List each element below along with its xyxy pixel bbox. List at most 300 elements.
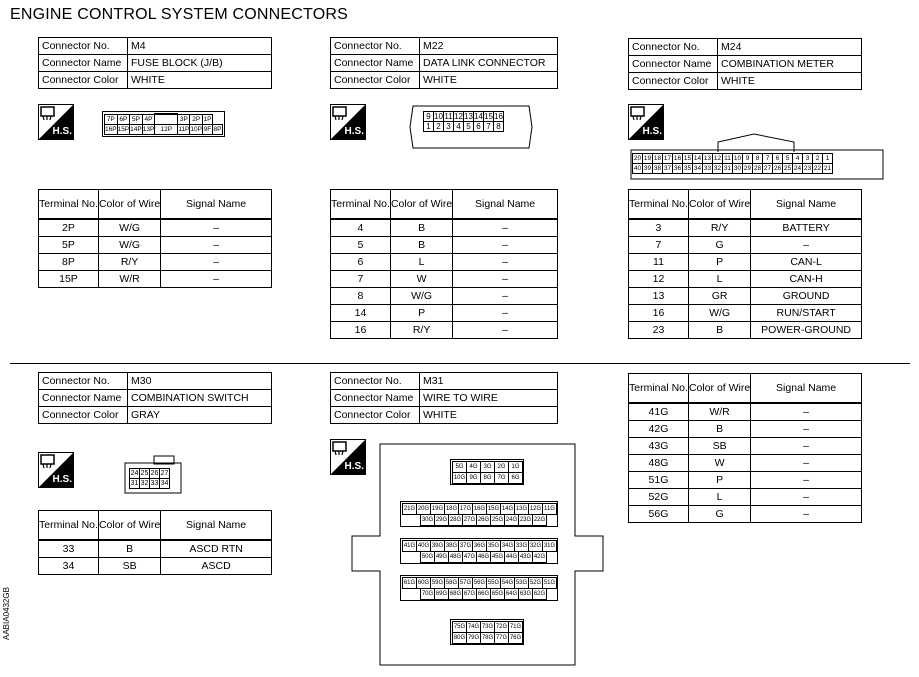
pin-cell: 20 (633, 155, 642, 162)
pin-cell: 17G (458, 503, 473, 515)
terminal-no: 33 (39, 540, 99, 558)
hs-icon (38, 104, 74, 140)
terminal-row (39, 237, 272, 254)
terminal-no: 5P (39, 237, 99, 254)
pin-cell: 32G (528, 540, 543, 552)
m24-connector-face (632, 153, 833, 174)
pin-cell: 37 (663, 165, 672, 172)
m4-info-table (38, 37, 272, 89)
pin-row (424, 122, 504, 132)
pin-cell: 7P (105, 114, 118, 125)
pin-cell: 68G (448, 588, 463, 600)
terminal-no: 23 (629, 322, 689, 339)
m22-connector-face (423, 111, 504, 132)
wire-color: P (688, 254, 750, 271)
connector-no-row (39, 38, 272, 55)
terminal-row (39, 254, 272, 271)
signal-name-header: Signal Name (161, 190, 272, 220)
m31-pin-group-4 (400, 575, 558, 601)
signal-name: – (161, 271, 272, 288)
figure-code: AABIA0432GB (2, 587, 11, 640)
pin-cell: 43G (518, 551, 533, 563)
pin-cell: 19G (430, 503, 445, 515)
terminal-header-row (39, 511, 272, 541)
pin-row (452, 632, 522, 643)
wire-color: R/Y (688, 219, 750, 237)
signal-name: – (161, 219, 272, 237)
wire-color: B (98, 540, 160, 558)
connector-color-label: Connector Color (39, 72, 128, 89)
pin-cell: 12 (454, 112, 463, 121)
pin-cell: 75G (452, 621, 467, 633)
pin-cell: 29G (434, 514, 449, 526)
connector-no-row (629, 39, 862, 56)
connector-no-value: M4 (128, 38, 272, 55)
connector-color-value: WHITE (128, 72, 272, 89)
pin-cell: 57G (458, 577, 473, 589)
pin-cell: 39 (643, 165, 652, 172)
pin-cell: 7G (494, 472, 509, 484)
connector-color-value: WHITE (420, 72, 558, 89)
signal-name: – (751, 438, 862, 455)
terminal-no: 16 (331, 322, 391, 339)
pin-cell: 11 (724, 155, 731, 162)
terminal-header-row (331, 190, 558, 220)
pin-cell: 5 (464, 122, 474, 132)
signal-name: RUN/START (751, 305, 862, 322)
pin-cell: 39G (430, 540, 445, 552)
color-of-wire-header: Color of Wire (98, 511, 160, 541)
hs-label: H.S. (52, 474, 72, 485)
terminal-no: 41G (629, 403, 689, 421)
connector-no-label: Connector No. (39, 38, 128, 55)
pin-cell: 13G (514, 503, 529, 515)
terminal-no-header: Terminal No. (629, 374, 689, 404)
pin-cell: 50G (420, 551, 435, 563)
pin-cell: 55G (486, 577, 501, 589)
pin-cell: 34 (693, 165, 702, 172)
pin-cell: 10G (452, 472, 467, 484)
terminal-row (39, 219, 272, 237)
terminal-row (629, 288, 862, 305)
signal-name: – (161, 237, 272, 254)
m22-pin-grid (423, 111, 504, 132)
pin-cell: 40 (633, 165, 642, 172)
pin-cell: 32 (713, 165, 722, 172)
pin-row (633, 164, 833, 174)
pin-row (420, 514, 556, 525)
pin-row (105, 114, 223, 125)
pin-cell: 69G (434, 588, 449, 600)
terminal-no: 42G (629, 421, 689, 438)
pin-cell: 54G (500, 577, 515, 589)
pin-row (402, 540, 556, 551)
pin-cell: 64G (504, 588, 519, 600)
wire-color: L (390, 254, 452, 271)
pin-cell: 36 (673, 165, 682, 172)
pin-cell: 51G (542, 577, 557, 589)
connector-name-row (39, 390, 272, 407)
terminal-no: 43G (629, 438, 689, 455)
pin-cell: 7 (763, 154, 773, 164)
wire-color: P (688, 472, 750, 489)
pin-cell: 56G (472, 577, 487, 589)
wire-color: W (390, 271, 452, 288)
pin-cell: 12P (155, 125, 178, 135)
terminal-row (629, 403, 862, 421)
pin-row (452, 472, 522, 483)
connector-color-row (331, 407, 558, 424)
pin-cell: 2 (813, 154, 823, 164)
wire-color: W/R (98, 271, 160, 288)
wire-color: W/G (98, 237, 160, 254)
connector-color-row (331, 72, 558, 89)
pin-cell: 13P (142, 126, 155, 133)
terminal-no-header: Terminal No. (331, 190, 391, 220)
signal-name: – (453, 219, 558, 237)
terminal-no: 48G (629, 455, 689, 472)
pin-cell: 8 (753, 154, 763, 164)
pin-slot (155, 114, 178, 125)
pin-cell: 12 (713, 155, 722, 162)
signal-name: ASCD RTN (161, 540, 272, 558)
wire-color: W/G (390, 288, 452, 305)
pin-cell: 5G (452, 461, 467, 473)
pin-cell: 18G (444, 503, 459, 515)
terminal-row (629, 254, 862, 271)
wire-color: SB (98, 558, 160, 575)
pin-cell: 3 (444, 122, 454, 132)
pin-cell: 24 (130, 470, 139, 477)
pin-cell: 29 (743, 165, 752, 172)
pin-cell: 10 (434, 112, 443, 121)
connector-color-value: GRAY (128, 407, 272, 424)
pin-cell: 37G (458, 540, 473, 552)
hs-icon (330, 104, 366, 140)
signal-name: – (453, 288, 558, 305)
pin-cell: 58G (444, 577, 459, 589)
terminal-row (629, 305, 862, 322)
pin-cell: 2 (434, 122, 444, 132)
wire-color: L (688, 489, 750, 506)
pin-cell: 41G (402, 540, 417, 552)
pin-cell: 26 (150, 470, 159, 477)
connector-no-value: M30 (128, 373, 272, 390)
pin-cell: 31G (542, 540, 557, 552)
pin-cell: 71G (508, 621, 523, 633)
signal-name: – (751, 472, 862, 489)
pin-cell: 23G (518, 514, 533, 526)
connector-name-label: Connector Name (39, 390, 128, 407)
connector-name-row (629, 56, 862, 73)
connector-no-value: M31 (420, 373, 558, 390)
pin-cell: 21 (823, 165, 832, 172)
pin-cell: 34 (160, 480, 169, 487)
pin-cell: 16G (472, 503, 487, 515)
terminal-row (629, 438, 862, 455)
signal-name: CAN-L (751, 254, 862, 271)
connector-name-value: DATA LINK CONNECTOR (420, 55, 558, 72)
pin-cell: 1 (823, 154, 833, 164)
connector-color-label: Connector Color (39, 407, 128, 424)
pin-cell: 16 (494, 112, 503, 121)
m4-pin-grid (104, 113, 223, 135)
connector-no-row (39, 373, 272, 390)
terminal-no: 52G (629, 489, 689, 506)
pin-cell: 16 (673, 155, 682, 162)
pin-cell: 23 (803, 165, 812, 172)
pin-cell: 6 (773, 154, 783, 164)
pin-cell: 4G (466, 461, 481, 473)
signal-name: – (453, 322, 558, 339)
pin-cell: 33 (150, 480, 159, 487)
page-title: ENGINE CONTROL SYSTEM CONNECTORS (10, 6, 348, 23)
pin-cell: 9 (743, 154, 753, 164)
terminal-no: 3 (629, 219, 689, 237)
wire-color: R/Y (390, 322, 452, 339)
connector-name-row (39, 55, 272, 72)
pin-cell: 27 (763, 165, 772, 172)
pin-cell: 30 (733, 165, 742, 172)
pin-cell: 47G (462, 551, 477, 563)
terminal-header-row (629, 374, 862, 404)
pin-cell: 40G (416, 540, 431, 552)
signal-name: – (751, 489, 862, 506)
terminal-no: 56G (629, 506, 689, 523)
pin-cell: 22G (532, 514, 547, 526)
pin-cell: 5 (783, 154, 793, 164)
wire-color: W (688, 455, 750, 472)
m31-terminal-table (628, 373, 862, 523)
m22-info-table (330, 37, 558, 89)
m24-info-table (628, 38, 862, 90)
pin-cell: 72G (494, 621, 509, 633)
terminal-no: 15P (39, 271, 99, 288)
pin-cell: 17 (663, 155, 672, 162)
terminal-no-header: Terminal No. (39, 190, 99, 220)
pin-cell: 36G (472, 540, 487, 552)
connector-no-value: M22 (420, 38, 558, 55)
pin-group-box (400, 501, 558, 527)
wire-color: R/Y (98, 254, 160, 271)
connector-color-value: WHITE (420, 407, 558, 424)
pin-cell: 26 (773, 165, 782, 172)
connector-color-row (629, 73, 862, 90)
pin-cell: 28 (753, 165, 762, 172)
pin-cell: 3 (803, 154, 813, 164)
pin-cell: 25G (490, 514, 505, 526)
pin-cell: 31 (723, 165, 732, 172)
terminal-row (39, 540, 272, 558)
terminal-no: 8P (39, 254, 99, 271)
connector-no-value: M24 (718, 39, 862, 56)
pin-cell: 14G (500, 503, 515, 515)
terminal-no: 2P (39, 219, 99, 237)
wire-color: L (688, 271, 750, 288)
pin-group-box (450, 459, 524, 485)
connector-name-value: COMBINATION SWITCH (128, 390, 272, 407)
pin-cell: 26G (476, 514, 491, 526)
pin-cell: 59G (430, 577, 445, 589)
signal-name: – (751, 237, 862, 254)
pin-cell: 78G (480, 632, 495, 644)
pin-cell: 18 (653, 155, 662, 162)
pin-group-box (400, 575, 558, 601)
signal-name: GROUND (751, 288, 862, 305)
pin-cell: 4 (793, 154, 803, 164)
pin-cell: 8P (213, 126, 222, 133)
connector-color-row (39, 407, 272, 424)
connector-name-value: COMBINATION METER (718, 56, 862, 73)
terminal-no: 8 (331, 288, 391, 305)
terminal-row (629, 455, 862, 472)
connector-color-value: WHITE (718, 73, 862, 90)
pin-cell: 12G (528, 503, 543, 515)
pin-row (420, 588, 556, 599)
color-of-wire-header: Color of Wire (688, 190, 750, 220)
terminal-no: 11 (629, 254, 689, 271)
m31-pin-group-1 (450, 459, 524, 485)
connector-color-label: Connector Color (331, 407, 420, 424)
connector-no-row (331, 373, 558, 390)
terminal-row (629, 472, 862, 489)
pin-cell: 11P (178, 126, 190, 133)
terminal-row (331, 219, 558, 237)
terminal-row (331, 322, 558, 339)
signal-name-header: Signal Name (751, 374, 862, 404)
terminal-header-row (629, 190, 862, 220)
pin-cell: 45G (490, 551, 505, 563)
pin-cell: 1G (508, 461, 523, 473)
terminal-header-row (39, 190, 272, 220)
pin-cell: 35G (486, 540, 501, 552)
pin-cell: 80G (452, 632, 467, 644)
pin-cell: 14 (474, 112, 483, 121)
m22-terminal-table (330, 189, 558, 339)
pin-row (130, 479, 170, 489)
pin-cell: 8G (480, 472, 495, 484)
pin-cell: 63G (518, 588, 533, 600)
pin-cell: 15G (486, 503, 501, 515)
signal-name: – (751, 421, 862, 438)
pin-cell: 9 (424, 112, 434, 122)
pin-cell: 27G (462, 514, 477, 526)
pin-cell: 11G (542, 503, 557, 515)
pin-cell: 10P (190, 126, 202, 133)
m30-pin-grid (129, 468, 170, 489)
terminal-no-header: Terminal No. (39, 511, 99, 541)
signal-name: – (161, 254, 272, 271)
pin-cell: 9G (466, 472, 481, 484)
pin-cell: 74G (466, 621, 481, 633)
pin-cell: 62G (532, 588, 547, 600)
terminal-row (331, 271, 558, 288)
terminal-no: 16 (629, 305, 689, 322)
pin-cell: 6G (508, 472, 523, 484)
wire-color: P (390, 305, 452, 322)
signal-name: – (453, 305, 558, 322)
pin-cell: 9F (203, 126, 212, 133)
m4-terminal-table (38, 189, 272, 288)
pin-cell: 2P (190, 114, 203, 125)
hs-label: H.S. (52, 126, 72, 137)
pin-cell: 7 (484, 122, 494, 132)
m30-connector-face (129, 468, 170, 489)
pin-cell: 10 (733, 155, 742, 162)
pin-cell: 4P (142, 114, 155, 125)
pin-row (452, 461, 522, 472)
signal-name-header: Signal Name (751, 190, 862, 220)
wire-color: W/R (688, 403, 750, 421)
pin-cell: 24 (793, 165, 802, 172)
connector-no-label: Connector No. (39, 373, 128, 390)
terminal-row (331, 305, 558, 322)
pin-cell: 70G (420, 588, 435, 600)
connector-name-row (331, 55, 558, 72)
wire-color: SB (688, 438, 750, 455)
m24-pin-grid (632, 153, 833, 174)
terminal-row (629, 421, 862, 438)
pin-cell: 13 (464, 112, 473, 121)
pin-cell: 60G (416, 577, 431, 589)
pin-cell: 52G (528, 577, 543, 589)
signal-name: – (453, 237, 558, 254)
m31-pin-group-5 (450, 619, 524, 645)
m31-pin-group-2 (400, 501, 558, 527)
pin-cell: 46G (476, 551, 491, 563)
terminal-no: 6 (331, 254, 391, 271)
pin-cell: 1P (203, 115, 212, 123)
connector-no-label: Connector No. (331, 38, 420, 55)
m30-info-table (38, 372, 272, 424)
pin-row (633, 154, 833, 164)
pin-cell: 4 (454, 122, 464, 132)
connector-name-label: Connector Name (331, 390, 420, 407)
pin-cell: 6 (474, 122, 484, 132)
signal-name: CAN-H (751, 271, 862, 288)
terminal-no: 13 (629, 288, 689, 305)
terminal-no-header: Terminal No. (629, 190, 689, 220)
pin-cell: 6P (117, 114, 130, 125)
signal-name: – (453, 254, 558, 271)
signal-name-header: Signal Name (161, 511, 272, 541)
pin-cell: 48G (448, 551, 463, 563)
terminal-no: 5 (331, 237, 391, 254)
pin-cell: 35 (683, 165, 692, 172)
pin-cell: 61G (402, 577, 417, 589)
pin-cell: 65G (490, 588, 505, 600)
section-divider (10, 363, 910, 364)
pin-cell: 31 (130, 480, 139, 487)
terminal-no: 4 (331, 219, 391, 237)
pin-cell: 38 (653, 165, 662, 172)
terminal-row (629, 271, 862, 288)
pin-cell: 21G (402, 503, 417, 515)
pin-row (452, 621, 522, 632)
pin-cell: 3P (178, 114, 190, 125)
pin-row (424, 112, 504, 122)
hs-label: H.S. (344, 126, 364, 137)
pin-cell: 15 (484, 112, 493, 121)
terminal-no: 12 (629, 271, 689, 288)
m31-pin-group-3 (400, 538, 558, 564)
terminal-no: 51G (629, 472, 689, 489)
pin-cell: 22 (813, 165, 822, 172)
pin-cell: 67G (462, 588, 477, 600)
wire-color: G (688, 506, 750, 523)
pin-cell: 53G (514, 577, 529, 589)
pin-cell: 77G (494, 632, 509, 644)
